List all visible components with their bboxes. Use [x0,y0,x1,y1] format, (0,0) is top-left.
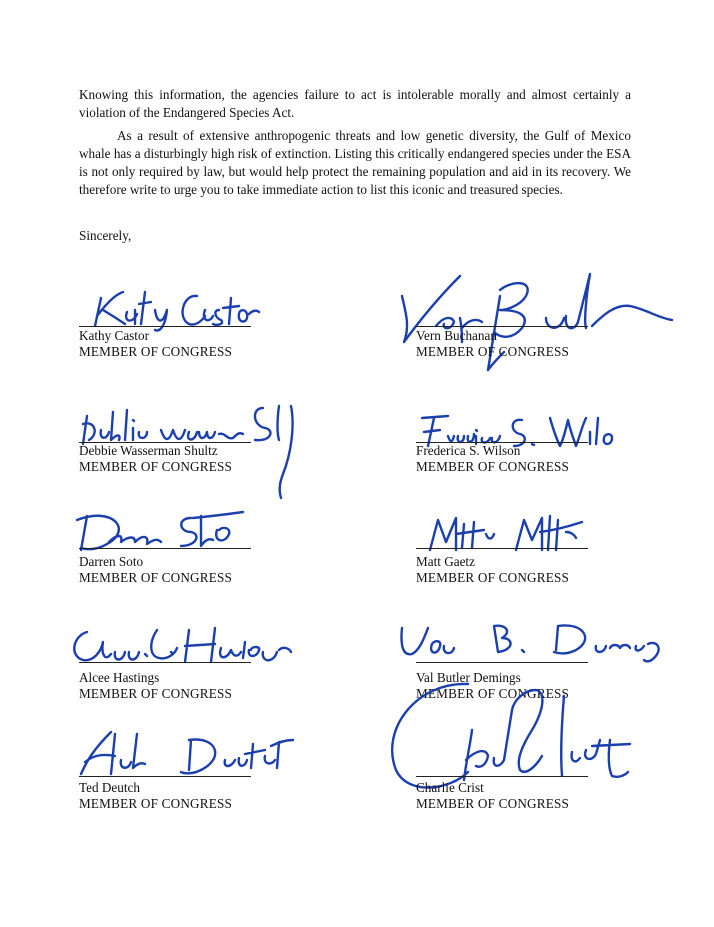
signatory-title: MEMBER OF CONGRESS [79,570,233,585]
signatory-name: Matt Gaetz [416,554,475,569]
signatory-title: MEMBER OF CONGRESS [79,459,233,474]
handwritten-signature-val-butler-demings [398,618,668,666]
signatory-title: MEMBER OF CONGRESS [416,686,570,701]
signature-block-charlie-crist [416,720,676,820]
signature-block-debbie-wasserman-shultz [79,390,339,500]
signatory-title: MEMBER OF CONGRESS [79,796,233,811]
signatory-title: MEMBER OF CONGRESS [416,796,570,811]
signature-line [416,776,588,777]
signatory-name: Darren Soto [79,554,144,569]
signatory-title: MEMBER OF CONGRESS [79,686,233,701]
signatory-name: Vern Buchanan [416,328,497,343]
handwritten-signature-alcee-hastings [65,622,295,672]
signature-block-alcee-hastings [79,610,339,710]
signatory-name: Frederica S. Wilson [416,443,521,458]
signatory-name: Alcee Hastings [79,670,160,685]
signature-block-vern-buchanan [416,270,676,370]
signature-line [79,548,251,549]
letter-paragraph-1: Knowing this information, the agencies failure to act is intolerable morally and almost certainly a violation of the Endangered Species Act. [79,87,631,120]
signatory-name: Debbie Wasserman Shultz [79,443,218,458]
signature-line [79,326,251,327]
signatory-title: MEMBER OF CONGRESS [416,570,570,585]
signatory-name: Val Butler Demings [416,670,521,685]
signature-block-darren-soto [79,500,339,600]
handwritten-signature-charlie-crist [376,680,636,800]
signatory-name: Ted Deutch [79,780,140,795]
letter-closing: Sincerely, [79,228,132,243]
signature-block-matt-gaetz [416,500,676,600]
handwritten-signature-ted-deutch [75,728,295,780]
handwritten-signature-vern-buchanan [396,266,676,376]
handwritten-signature-kathy-castor [89,270,259,330]
signatory-title: MEMBER OF CONGRESS [416,344,570,359]
signature-block-kathy-castor [79,270,339,370]
signature-line [416,548,588,549]
letter-paragraph-2: As a result of extensive anthropogenic threats and low genetic diversity, the Gulf of Mexico whale has a disturbingly high risk of extinction. Listing this critically endangered species under the ESA is not only required by law, but would help protect the remaining population and aid in its recovery. We therefore write to urge you to take immediate action to list this iconic and treasured species. [79,128,631,197]
signature-block-frederica-s-wilson [416,390,676,500]
signatory-title: MEMBER OF CONGRESS [79,344,233,359]
signature-line [79,776,251,777]
signature-line [79,662,251,663]
signatory-name: Charlie Crist [416,780,484,795]
signatory-title: MEMBER OF CONGRESS [416,459,570,474]
signature-block-ted-deutch [79,720,339,820]
signature-line [416,326,588,327]
signature-line [416,662,588,663]
signatory-name: Kathy Castor [79,328,149,343]
